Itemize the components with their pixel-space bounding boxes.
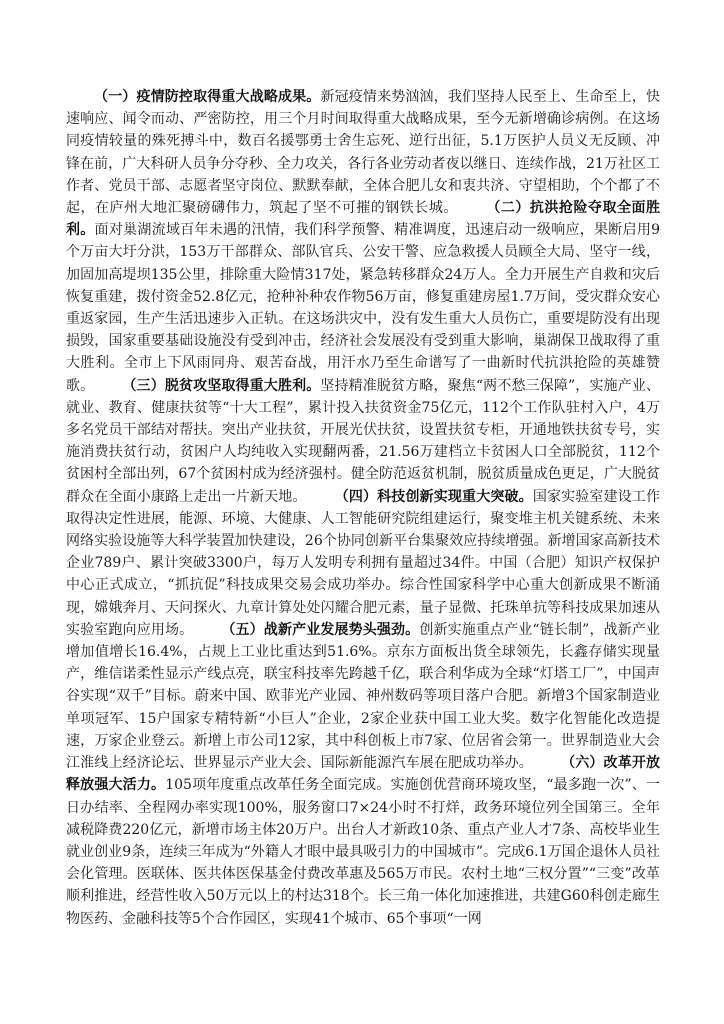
section-heading-3: （三）脱贫攻坚取得重大胜利。 <box>122 377 321 394</box>
document-page <box>66 86 660 930</box>
section-1 <box>66 89 660 216</box>
section-heading-5: （五）战新产业发展势头强劲。 <box>221 621 420 638</box>
section-text-3: 坚持精准脱贫方略，聚焦“两不愁三保障”，实施产业、就业、教育、健康扶贫等“十大工程”，累计投入扶贫资金75亿元，112个工作队驻村入户，4万多名党员干部结对帮扶。突出产业扶贫，开展光伏扶贫，设置扶贫专柜，开通地铁扶贫专号，实施消费扶贫行动，贫困户人均纯收入实现翻两番，21.56万建档立卡贫困人口全部脱贫，112个贫困村全部出列，67个贫困村成为经济强村。健全防范返贫机制，脱贫质量成色更足，广大脱贫群众在全面小康路上走出一片新天地。 <box>66 377 660 505</box>
section-text-6: 105项年度重点改革任务全面完成。实施创优营商环境攻坚，“最多跑一次”、一日办结率、全程网办率实现100%，服务窗口7×24小时不打烊，政务环境位列全国第三。全年减税降费220亿元，新增市场主体20万户。出台人才新政10条、重点产业人才7条、高校毕业生就业创业9条，连续三年成为“外籍人才眼中最具吸引力的中国城市”。完成6.1万国企退休人员社会化管理。医联体、医共体医保基金付费改革惠及565万市民。农村土地“三权分置”“三变”改革顺利推进，经营性收入50万元以上的村达318个。长三角一体化加速推进，共建G60科创走廊生物医药、金融科技等5个合作园区，实现41个城市、65个事项“一网 <box>66 777 660 927</box>
section-text-4: 国家实验室建设工作取得决定性进展，能源、环境、大健康、人工智能研究院组建运行，聚变堆主机关键系统、未来网络实验设施等大科学装置加快建设，26个协同创新平台集聚效应持续增强。新增国家高新技术企业789户、累计突破3300户，每万人发明专利拥有量超过34件。中国（合肥）知识产权保护中心正式成立，“抓抗促”科技成果交易会成功举办。综合性国家科学中心重大创新成果不断涌现，嫦娥奔月、天问探火、九章计算处处闪耀合肥元素，量子显微、托珠单抗等科技成果加速从实验室跑向应用场。 <box>66 488 661 638</box>
section-2 <box>66 200 660 394</box>
section-text-2: 面对巢湖流域百年未遇的汛情，我们科学预警、精准调度，迅速启动一级响应，果断启用9个万亩大圩分洪，153万干部群众、部队官兵、公安干警、应急救援人员顾全大局、坚守一线，加固加高堤坝135公里，排除重大险情317处，紧急转移群众24万人。全力开展生产自救和灾后恢复重建，拨付资金52.8亿元，抢种补种农作物56万亩，修复重建房屋1.7万间，受灾群众安心重返家园，生产生活迅速步入正轨。在这场洪灾中，没有发生重大人员伤亡，重要堤防没有出现损毁，国家重要基础设施没有受到冲击，经济社会发展没有受到重大影响，巢湖保卫战取得了重大胜利。全市上下风雨同舟、艰苦奋战，用汗水乃至生命谱写了一曲新时代抗洪抢险的英雄赞歌。 <box>66 222 661 394</box>
section-6 <box>66 755 660 926</box>
section-heading-1: （一）疫情防控取得重大战略成果。 <box>94 89 321 105</box>
section-heading-4: （四）科技创新实现重大突破。 <box>334 488 533 505</box>
section-text-1: 新冠疫情来势汹汹，我们坚持人民至上、生命至上，快速响应、闻令而动、严密防控，用三个月时间取得重大战略成果，至今无新增确诊病例。在这场同疫情较量的殊死搏斗中，数百名援鄂勇士舍生忘死、逆行出征，5.1万医护人员义无反顾、冲锋在前，广大科研人员争分夺秒、全力攻关，各行各业劳动者夜以继日、连续作战，21万社区工作者、党员干部、志愿者坚守岗位、默默奉献，全体合肥儿女和衷共济、守望相助，个个都了不起，在庐州大地汇聚磅礴伟力，筑起了坚不可摧的钢铁长城。 <box>66 89 661 217</box>
section-3 <box>66 378 660 505</box>
section-5 <box>66 622 660 771</box>
body-paragraph <box>66 86 660 930</box>
section-heading-2: （二）抗洪抢险夺取全面胜利。 <box>66 200 661 239</box>
section-text-5: 创新实施重点产业“链长制”，战新产业增加值增长16.4%，占规上工业比重达到51.6%。京东方面板出货全球领先，长鑫存储实现量产，维信诺柔性显示产线点亮，联宝科技率先跨越千亿，联合利华成为全球“灯塔工厂”，中国声谷实现“双千”目标。蔚来中国、欧菲光产业园、神州数码等项目落户合肥。新增3个国家制造业单项冠军、15户国家专精特新“小巨人”企业，2家企业获中国工业大奖。数字化智能化改造提速，万家企业登云。新增上市公司12家，其中科创板上市7家、位居省会第一。世界制造业大会江淮线上经济论坛、世界显示产业大会、国际新能源汽车展在肥成功举办。 <box>66 621 660 772</box>
section-4 <box>66 489 660 638</box>
section-heading-6: （六）改革开放释放强大活力。 <box>66 755 661 794</box>
